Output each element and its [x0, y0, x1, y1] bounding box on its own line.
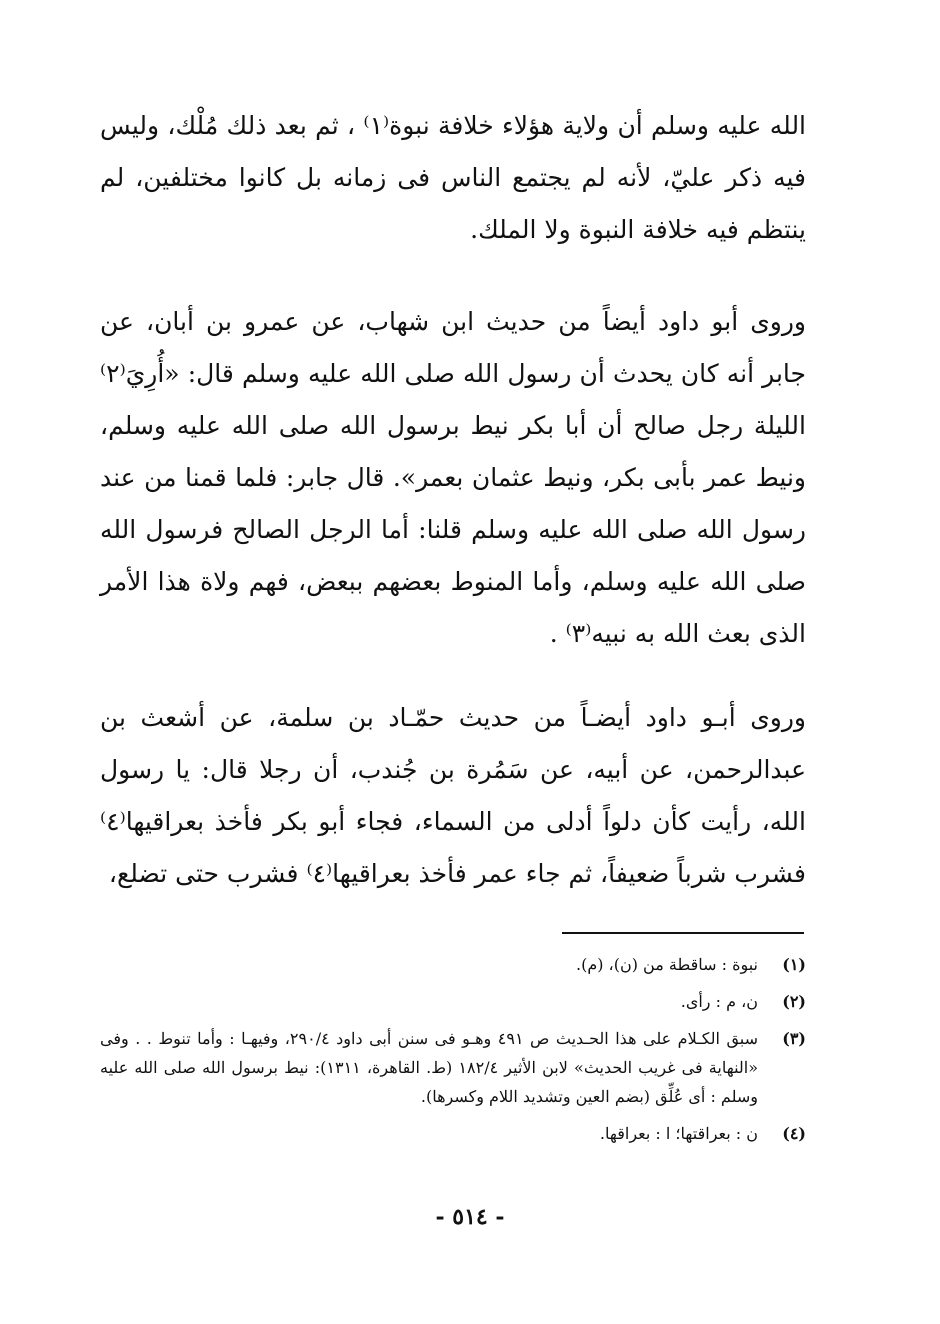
paragraph-2	[100, 296, 806, 660]
footnote-number: (٤)	[782, 1124, 806, 1143]
footnote-2	[100, 987, 806, 1016]
footnotes	[100, 950, 806, 1156]
paragraph-text: الله عليه وسلم أن ولاية هؤلاء خلافة نبوة⁽١⁾ ، ثم بعد ذلك مُلْك، وليس فيه ذكر عليّ، لأنه لم يجتمع الناس فى زمانه بل كانوا مختلفين، لم ينتظم فيه خلافة النبوة ولا الملك.	[100, 111, 807, 244]
paragraph-text: وروى أبـو داود أيضـاً من حديث حمّـاد بن سلمة، عن أشعث بن عبدالرحمن، عن أبيه، عن سَمُرة بن جُندب، أن رجلا قال: يا رسول الله، رأيت كأن دلواً أدلى من السماء، فجاء أبو بكر فأخذ بعراقيها⁽٤⁾ فشرب شرباً ضعيفاً، ثم جاء عمر فأخذ بعراقيها⁽٤⁾ فشرب حتى تضلع،	[100, 703, 806, 888]
footnote-4	[100, 1119, 806, 1148]
footnote-number: (٢)	[782, 992, 806, 1011]
footnote-3	[100, 1024, 806, 1111]
page-number: - ٥١٤ -	[435, 1204, 505, 1230]
footnote-text: ن : بعراقتها؛ ا : بعراقها.	[599, 1124, 758, 1143]
paragraph-text: وروى أبو داود أيضاً من حديث ابن شهاب، عن عمرو بن أبان، عن جابر أنه كان يحدث أن رسول الله صلى الله عليه وسلم قال: «أُرِيَ⁽٢⁾ الليلة رجل صالح أن أبا بكر نيط برسول الله صلى الله عليه وسلم، ونيط عمر بأبى بكر، ونيط عثمان بعمر». قال جابر: فلما قمنا من عند رسول الله صلى الله عليه وسلم قلنا: أما الرجل الصالح فرسول الله صلى الله عليه وسلم، وأما المنوط بعضهم ببعض، فهم ولاة هذا الأمر الذى بعث الله به نبيه⁽٣⁾ .	[100, 307, 806, 648]
footnote-1	[100, 950, 806, 979]
footnote-text: نبوة : ساقطة من (ن)، (م).	[575, 955, 758, 974]
footnote-number: (٣)	[782, 1029, 806, 1048]
footnote-number: (١)	[782, 955, 806, 974]
footnote-separator	[562, 932, 804, 934]
footnote-text: سبق الكـلام على هذا الحـديث ص ٤٩١ وهـو فى سنن أبى داود ٢٩٠/٤، وفيهـا : وأما تنوط . . وفى «النهاية فى غريب الحديث» لابن الأثير ١٨٢/٤ (ط. القاهرة، ١٣١١): نيط برسول الله صلى الله عليه وسلم : أى عُلِّق (بضم العين وتشديد اللام وكسرها).	[100, 1029, 759, 1106]
footnote-text: ن، م : رأى.	[680, 992, 758, 1011]
paragraph-3	[100, 692, 806, 900]
paragraph-1	[100, 100, 806, 256]
